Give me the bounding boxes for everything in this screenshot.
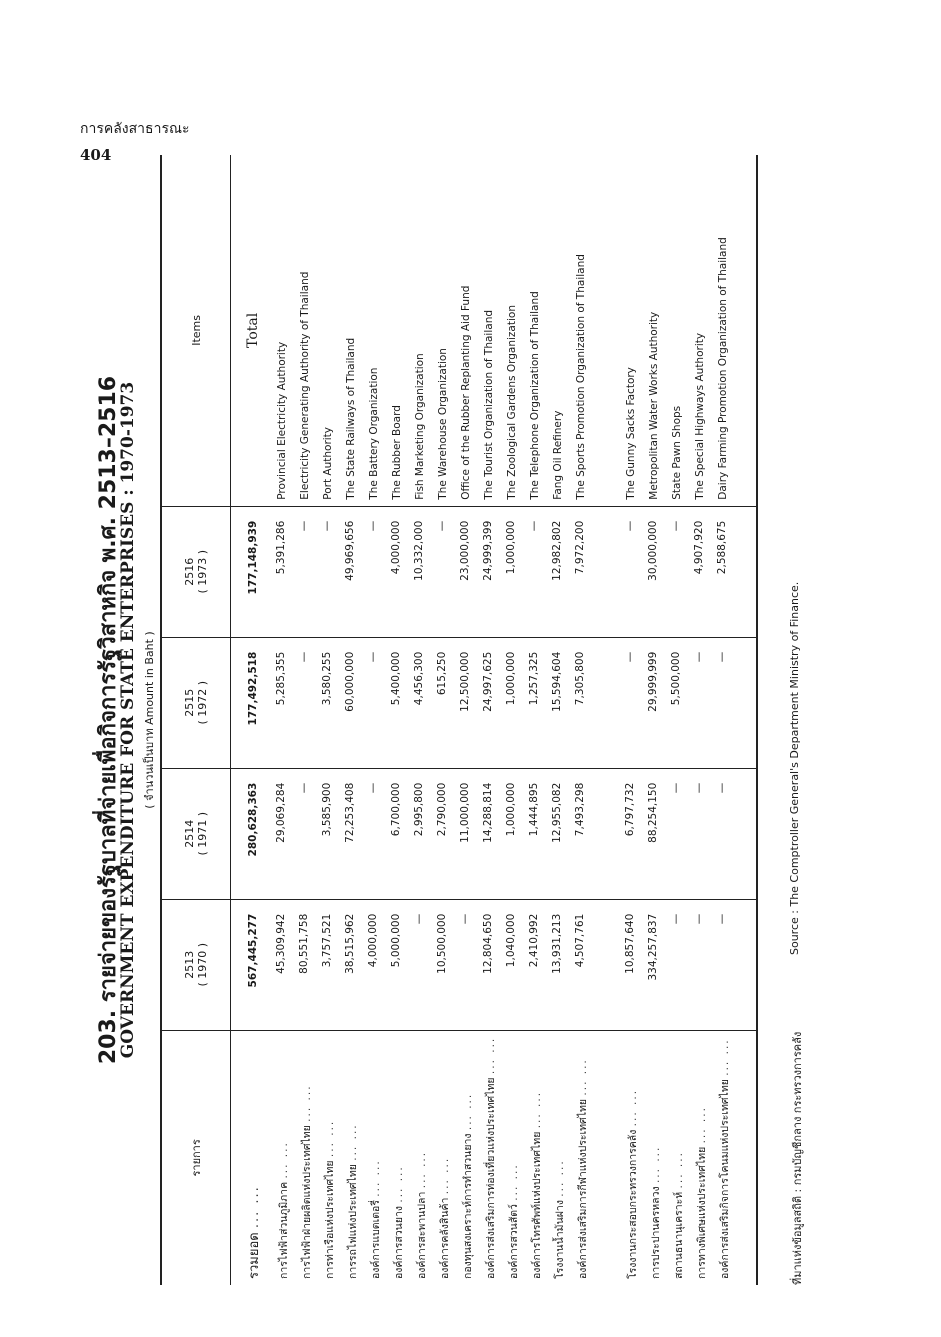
year-value: — <box>298 506 321 637</box>
item-thai: สถานธนานุเคราะห์ ... ... <box>673 1151 685 1279</box>
year-value: 88,254,150 <box>647 768 670 899</box>
year-value: 5,000,000 <box>390 899 413 1030</box>
col-thai-items: รายการ <box>161 1030 231 1285</box>
year-value: 280,628,363 <box>231 768 276 899</box>
year-value: 11,000,000 <box>459 768 482 899</box>
year-value: 7,972,200 <box>574 506 614 637</box>
year-value: 177,492,518 <box>231 637 276 768</box>
year-value: 5,400,000 <box>390 637 413 768</box>
year-value: — <box>716 899 757 1030</box>
year-value: — <box>367 768 390 899</box>
header-row <box>161 155 231 1285</box>
year-value: 80,551,758 <box>298 899 321 1030</box>
year-value: — <box>367 637 390 768</box>
table-row <box>693 155 716 1285</box>
year-value: — <box>670 768 693 899</box>
item-thai: องค์การส่งเสริมกิจการโคนมแห่งประเทศไทย ... ... <box>716 1030 757 1285</box>
year-value: 5,500,000 <box>670 637 693 768</box>
col-year-2515: 2515 ( 1972 ) <box>161 637 231 768</box>
table-row <box>670 155 693 1285</box>
total-row <box>231 155 276 1285</box>
item-english: The Tourist Organization of Thailand <box>482 155 505 506</box>
item-thai: องค์การแบตเตอรี่ ... ... <box>370 1159 382 1279</box>
year-value: 49,969,656 <box>344 506 367 637</box>
year-value: 4,000,000 <box>390 506 413 637</box>
table-row <box>505 155 528 1285</box>
year-value: 2,995,800 <box>413 768 436 899</box>
year-value: 3,580,255 <box>321 637 344 768</box>
year-value: 12,955,082 <box>551 768 574 899</box>
item-english: Fang Oil Refinery <box>551 155 574 506</box>
item-english: Electricity Generating Authority of Thailand <box>298 155 321 506</box>
table-row <box>413 155 436 1285</box>
year-value: 6,700,000 <box>390 768 413 899</box>
item-thai: องค์การคลังสินค้า ... ... <box>439 1156 451 1279</box>
year-value: 7,305,800 <box>574 637 614 768</box>
item-english: The Warehouse Organization <box>436 155 459 506</box>
year-value: 2,588,675 <box>716 506 757 637</box>
year-value: — <box>413 899 436 1030</box>
item-english: Port Authority <box>321 155 344 506</box>
year-value: — <box>624 506 647 637</box>
item-thai: โรงงานน้ำมันฝาง ... ... <box>554 1159 566 1279</box>
year-value: 12,500,000 <box>459 637 482 768</box>
year-value: 7,493,298 <box>574 768 614 899</box>
year-value: 72,253,408 <box>344 768 367 899</box>
year-value: 29,069,284 <box>275 768 298 899</box>
item-english: The Sports Promotion Organization of Thailand <box>574 155 614 506</box>
year-value: — <box>459 899 482 1030</box>
year-value: 4,907,920 <box>693 506 716 637</box>
year-value: 30,000,000 <box>647 506 670 637</box>
rotated-table-sheet <box>96 155 838 1285</box>
year-value: 2,410,992 <box>528 899 551 1030</box>
item-english: Dairy Farming Promotion Organization of Thailand <box>716 155 757 506</box>
year-value: — <box>624 637 647 768</box>
year-value: 1,444,895 <box>528 768 551 899</box>
year-value: 15,594,604 <box>551 637 574 768</box>
item-english: State Pawn Shops <box>670 155 693 506</box>
year-value: 6,797,732 <box>624 768 647 899</box>
year-value: 5,391,286 <box>275 506 298 637</box>
item-thai: องค์การส่งเสริมการท่องเที่ยวแห่งประเทศไทย ... ... <box>485 1036 497 1279</box>
year-value: — <box>670 506 693 637</box>
expenditure-table <box>160 155 758 1285</box>
year-value: — <box>716 637 757 768</box>
table-row <box>551 155 574 1285</box>
item-thai: การท่าเรือแห่งประเทศไทย ... ... <box>324 1119 336 1279</box>
item-english: Provincial Electricity Authority <box>275 155 298 506</box>
source-thai: ที่มาแห่งข้อมูลสถิติ : กรมบัญชีกลาง กระทรวงการคลัง <box>791 1031 804 1285</box>
item-thai: การไฟฟ้าฝ่ายผลิตแห่งประเทศไทย ... ... <box>301 1084 313 1279</box>
year-value: 1,040,000 <box>505 899 528 1030</box>
year-value: 5,285,355 <box>275 637 298 768</box>
table-row <box>624 155 647 1285</box>
year-value: 12,982,802 <box>551 506 574 637</box>
year-value: 29,999,999 <box>647 637 670 768</box>
year-value: 45,309,942 <box>275 899 298 1030</box>
item-thai: กองทุนสงเคราะห์การทำสวนยาง ... ... <box>462 1092 474 1279</box>
col-english-items: Items <box>161 155 231 506</box>
year-value: 2,790,000 <box>436 768 459 899</box>
col-year-2514: 2514 ( 1971 ) <box>161 768 231 899</box>
year-value: 1,000,000 <box>505 768 528 899</box>
year-value: 3,585,900 <box>321 768 344 899</box>
item-thai: การประปานครหลวง ... ... <box>650 1145 662 1279</box>
table-row <box>321 155 344 1285</box>
year-value: — <box>298 637 321 768</box>
unit-note: ( จำนวนเป็นบาท Amount in Baht ) <box>143 631 156 809</box>
item-english: The Telephone Organization of Thailand <box>528 155 551 506</box>
year-value: 10,500,000 <box>436 899 459 1030</box>
table-body <box>231 155 758 1285</box>
item-english: Total <box>231 155 276 506</box>
item-thai: การทางพิเศษแห่งประเทศไทย ... ... <box>696 1106 708 1279</box>
year-value: 1,000,000 <box>505 637 528 768</box>
source-english: Source : The Comptroller General's Department Ministry of Finance. <box>788 581 801 955</box>
year-value: 10,857,640 <box>624 899 647 1030</box>
table-row <box>275 155 298 1285</box>
table-title-thai: 203. รายจ่ายของรัฐบาลที่จ่ายเพื่อกิจการรัฐวิสาหกิจ พ.ศ. 2513–2516 <box>96 375 121 1065</box>
year-value: — <box>436 506 459 637</box>
item-english: The Special Highways Authority <box>693 155 716 506</box>
year-value: 60,000,000 <box>344 637 367 768</box>
item-thai: องค์การสวนยาง ... ... <box>393 1165 405 1279</box>
year-value: — <box>367 506 390 637</box>
year-value: 4,456,300 <box>413 637 436 768</box>
year-value: 12,804,650 <box>482 899 505 1030</box>
table-row <box>344 155 367 1285</box>
year-value: 567,445,277 <box>231 899 276 1030</box>
year-value: 24,997,625 <box>482 637 505 768</box>
table-row <box>482 155 505 1285</box>
table-row <box>647 155 670 1285</box>
year-value: — <box>670 899 693 1030</box>
row-gap <box>614 155 624 1285</box>
item-english: The Gunny Sacks Factory <box>624 155 647 506</box>
year-value: 10,332,000 <box>413 506 436 637</box>
item-thai: การรถไฟแห่งประเทศไทย ... ... <box>347 1123 359 1279</box>
item-thai: องค์การสวนสัตว์ ... ... <box>508 1163 520 1279</box>
running-header: การคลังสาธารณะ <box>80 121 190 137</box>
table-row <box>716 155 757 1285</box>
item-thai: การไฟฟ้าส่วนภูมิภาค ... ... <box>278 1141 290 1279</box>
col-year-2516: 2516 ( 1973 ) <box>161 506 231 637</box>
year-value: 13,931,213 <box>551 899 574 1030</box>
col-year-2513: 2513 ( 1970 ) <box>161 899 231 1030</box>
item-english: The State Railways of Thailand <box>344 155 367 506</box>
year-value: — <box>528 506 551 637</box>
year-value: 4,000,000 <box>367 899 390 1030</box>
year-value: — <box>693 768 716 899</box>
year-value: — <box>298 768 321 899</box>
item-thai: องค์การสะพานปลา ... ... <box>416 1150 428 1279</box>
year-value: 23,000,000 <box>459 506 482 637</box>
table-row <box>574 155 614 1285</box>
year-value: 1,000,000 <box>505 506 528 637</box>
year-value: 24,999,399 <box>482 506 505 637</box>
item-thai: องค์การโทรศัพท์แห่งประเทศไทย ... ... <box>531 1090 543 1279</box>
table-title-english: GOVERNMENT EXPENDITURE FOR STATE ENTERPRISES : 1970-1973 <box>118 381 138 1059</box>
year-value: 1,257,325 <box>528 637 551 768</box>
table-row <box>367 155 390 1285</box>
year-value: 615,250 <box>436 637 459 768</box>
year-value: 177,148,939 <box>231 506 276 637</box>
table-row <box>390 155 413 1285</box>
year-value: 14,288,814 <box>482 768 505 899</box>
year-value: 4,507,761 <box>574 899 614 1030</box>
item-english: The Battery Organization <box>367 155 390 506</box>
item-thai: องค์การส่งเสริมการกีฬาแห่งประเทศไทย ... ... <box>577 1058 589 1279</box>
item-english: The Rubber Board <box>390 155 413 506</box>
item-thai: รวมยอด ... ... <box>246 1185 262 1279</box>
item-english: The Zoological Gardens Organization <box>505 155 528 506</box>
item-thai: โรงงานกระสอบกระทรวงการคลัง ... ... <box>627 1088 639 1279</box>
year-value: — <box>321 506 344 637</box>
year-value: 38,515,962 <box>344 899 367 1030</box>
year-value: — <box>716 768 757 899</box>
year-value: — <box>693 899 716 1030</box>
year-value: 334,257,837 <box>647 899 670 1030</box>
table-row <box>528 155 551 1285</box>
item-english: Metropolitan Water Works Authority <box>647 155 670 506</box>
table-row <box>298 155 321 1285</box>
table-row <box>436 155 459 1285</box>
page-number: 404 <box>80 146 112 164</box>
year-value: 3,757,521 <box>321 899 344 1030</box>
item-english: Office of the Rubber Replanting Aid Fund <box>459 155 482 506</box>
year-value: — <box>693 637 716 768</box>
table-row <box>459 155 482 1285</box>
item-english: Fish Marketing Organization <box>413 155 436 506</box>
